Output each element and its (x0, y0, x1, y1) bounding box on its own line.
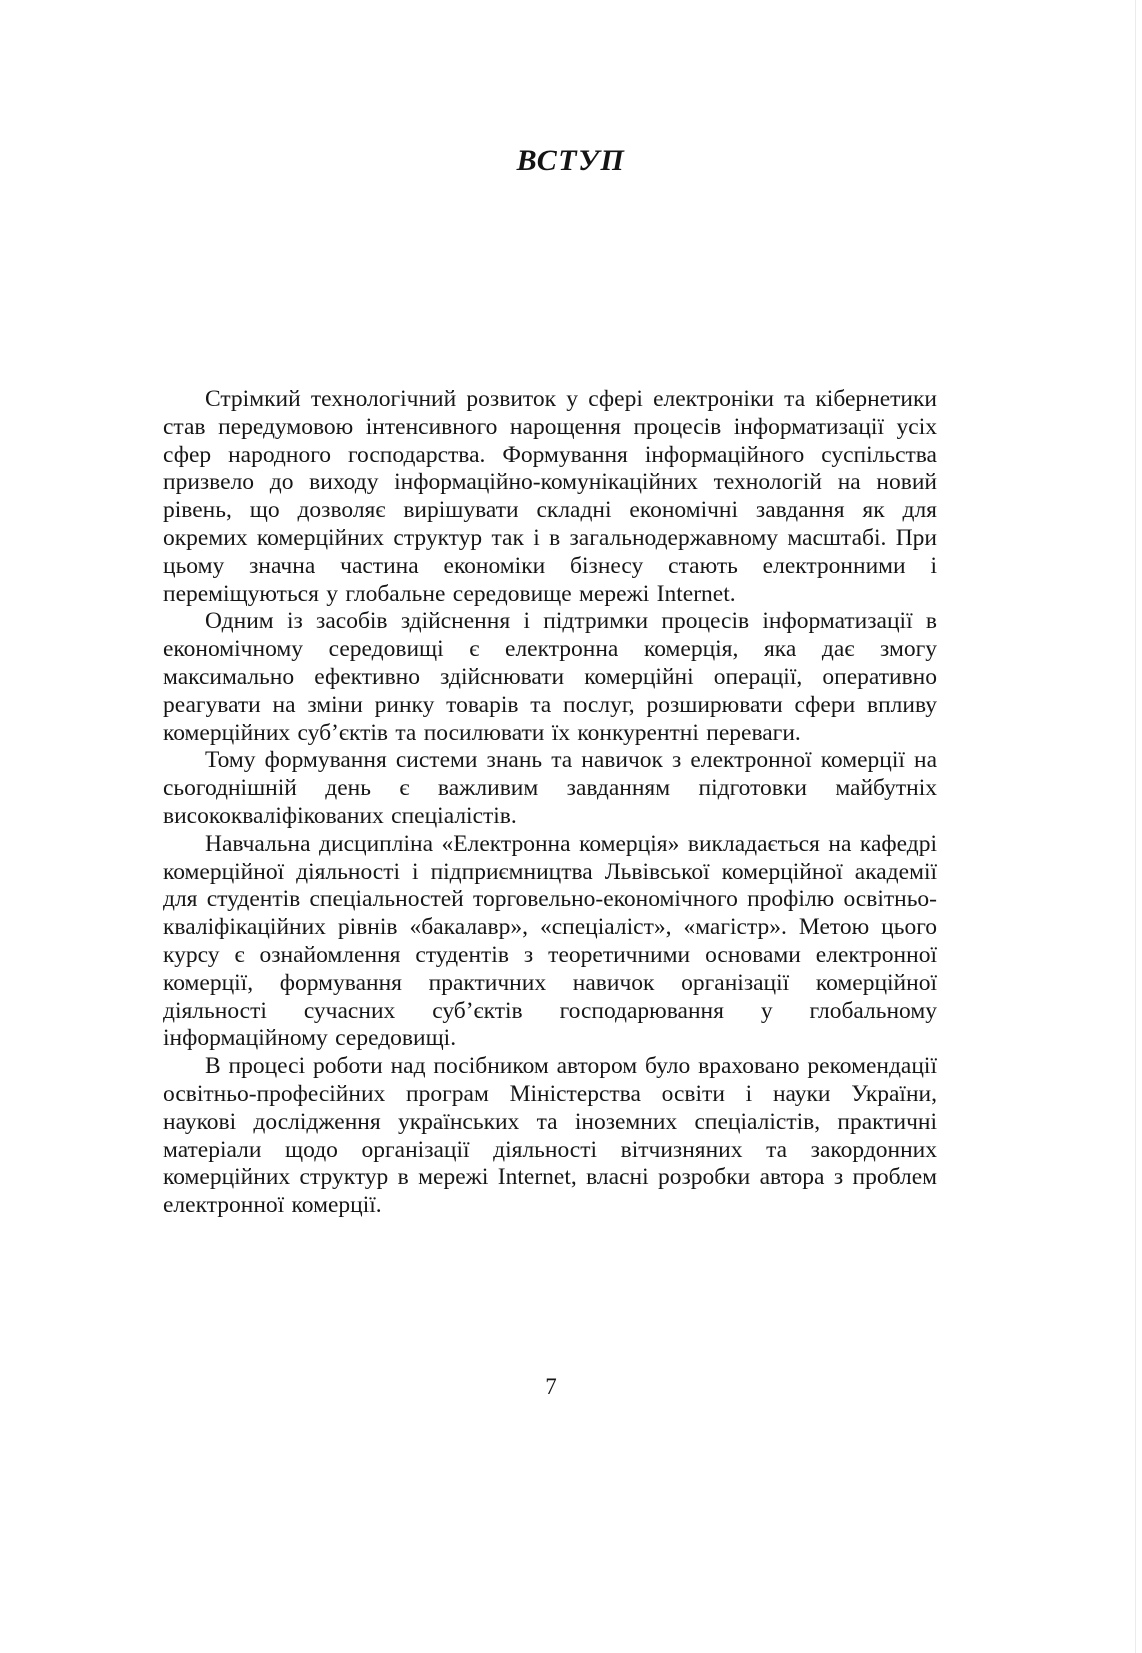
scan-artifact-line (1135, 0, 1136, 1653)
paragraph: Навчальна дисципліна «Електронна комерція» викладається на кафедрі комерційної діяльності і підприємництва Львівської комерційної академії для студентів спеціальностей торговельно-економічного профілю освітньо-кваліфікаційних рівнів «бакалавр», «спеціаліст», «магістр». Метою цього курсу є ознайомлення студентів з теоретичними основами електронної комерції, формування практичних навичок організації комерційної діяльності сучасних суб’єктів господарювання у глобальному інформаційному середовищі. (163, 830, 937, 1052)
page-title: ВСТУП (516, 144, 626, 177)
page-number: 7 (545, 1374, 557, 1399)
text-block (163, 386, 937, 1220)
paragraph: Тому формування системи знань та навичок з електронної комерції на сьогоднішній день є важливим завданням підготовки майбутніх висококваліфікованих спеціалістів. (163, 747, 937, 829)
paragraph: Одним із засобів здійснення і підтримки процесів інформатизації в економічному середовищі є електронна комерція, яка дає змогу максимально ефективно здійснювати комерційні операції, оперативно реагувати на зміни ринку товарів та послуг, розширювати сфери впливу комерційних суб’єктів та посилювати їх конкурентні переваги. (163, 608, 937, 746)
paragraph: В процесі роботи над посібником автором було враховано рекомендації освітньо-професійних програм Міністерства освіти і науки України, наукові дослідження українських та іноземних спеціалістів, практичні матеріали щодо організації діяльності вітчизняних та закордонних комерційних структур в мережі Internet, власні розробки автора з проблем електронної комерції. (163, 1053, 937, 1219)
paragraph: Стрімкий технологічний розвиток у сфері електроніки та кібернетики став передумовою інтенсивного нарощення процесів інформатизації усіх сфер народного господарства. Формування інформаційного суспільства призвело до виходу інформаційно-комунікаційних технологій на новий рівень, що дозволяє вирішувати складні економічні завдання як для окремих комерційних структур так і в загальнодержавному масштабі. При цьому значна частина економіки бізнесу стають електронними і переміщуються у глобальне середовище мережі Internet. (163, 386, 937, 607)
